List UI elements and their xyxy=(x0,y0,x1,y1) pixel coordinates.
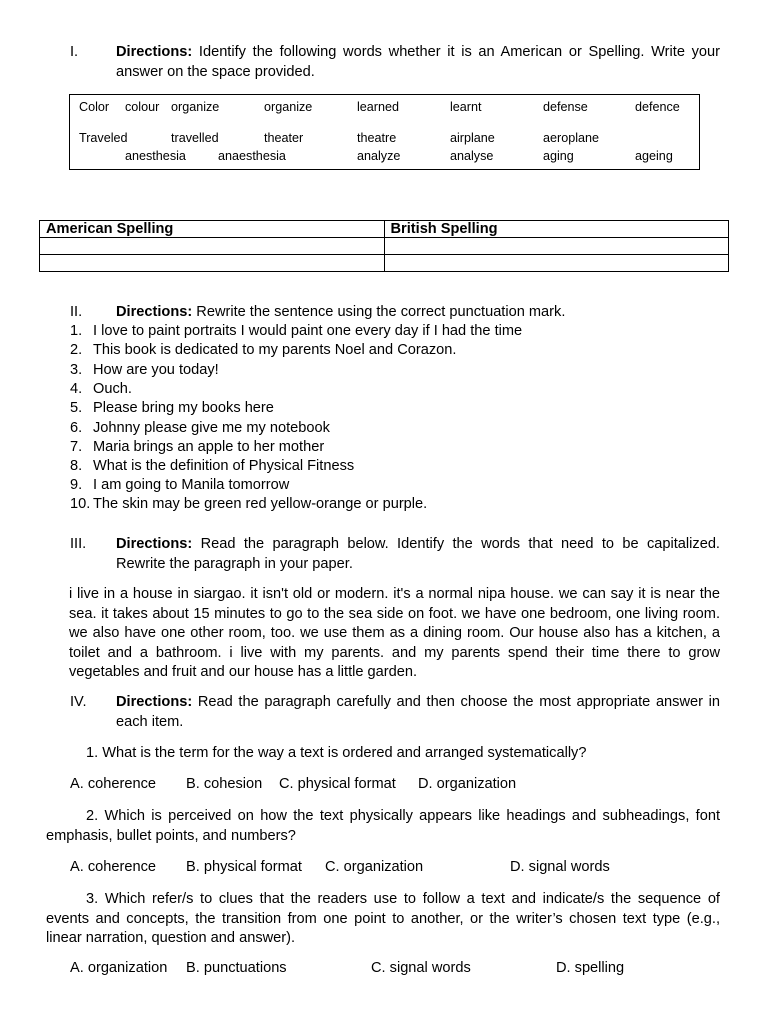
word: aging xyxy=(543,149,574,163)
question-3: 3. Which refer/s to clues that the readers use to follow a text and indicate/s the sequence of events and concepts, the transition from one point to another, or the writer’s chosen text type (e.g., linear narration, question and answer). xyxy=(46,891,720,946)
list-item: 5. Please bring my books here xyxy=(70,400,274,416)
spelling-table xyxy=(39,220,729,272)
american-spelling-header: American Spelling xyxy=(40,221,385,238)
option: D. organization xyxy=(418,776,517,792)
word: organize xyxy=(171,100,220,114)
word: anesthesia xyxy=(125,149,186,163)
word: defence xyxy=(635,100,680,114)
section-4-label: Directions: xyxy=(116,694,193,710)
option: B. punctuations xyxy=(186,960,287,976)
word: analyse xyxy=(450,149,494,163)
section-4-number: IV. xyxy=(70,694,87,710)
option: D. spelling xyxy=(556,960,625,976)
option: A. organization xyxy=(70,960,168,976)
option: A. coherence xyxy=(70,859,156,875)
word: anaesthesia xyxy=(218,149,286,163)
option: D. signal words xyxy=(510,859,610,875)
section-1-text: Identify the following words whether it is an American or Spelling. Write your answer on the space provided. xyxy=(116,44,720,80)
word: ageing xyxy=(635,149,673,163)
list-item: 6. Johnny please give me my notebook xyxy=(70,420,330,436)
section-2-number: II. xyxy=(70,304,83,320)
section-2-label: Directions: xyxy=(116,304,193,320)
word: Color xyxy=(79,100,110,114)
answer-cell-british[interactable] xyxy=(384,255,729,272)
answer-cell-british[interactable] xyxy=(384,238,729,255)
section-1-label: Directions: xyxy=(116,44,193,60)
section-1-number: I. xyxy=(70,44,79,60)
section-2-directions xyxy=(116,303,720,323)
word: airplane xyxy=(450,131,495,145)
list-item: 9. I am going to Manila tomorrow xyxy=(70,477,290,493)
answer-cell-american[interactable] xyxy=(40,238,385,255)
word: analyze xyxy=(357,149,401,163)
list-item: 10. The skin may be green red yellow-orange or purple. xyxy=(70,496,428,512)
list-item: 2. This book is dedicated to my parents Noel and Corazon. xyxy=(70,342,457,358)
word: learned xyxy=(357,100,400,114)
list-item: 8. What is the definition of Physical Fitness xyxy=(70,458,355,474)
word: defense xyxy=(543,100,588,114)
british-spelling-header: British Spelling xyxy=(384,221,729,238)
option: B. physical format xyxy=(186,859,302,875)
section-3-directions xyxy=(116,535,720,574)
option: C. physical format xyxy=(279,776,396,792)
section-3-text: Read the paragraph below. Identify the words that need to be capitalized. Rewrite the paragraph in your paper. xyxy=(116,536,720,572)
word: theater xyxy=(264,131,304,145)
word: organize xyxy=(264,100,313,114)
option: B. cohesion xyxy=(186,776,263,792)
list-item: 3. How are you today! xyxy=(70,362,219,378)
list-item: 4. Ouch. xyxy=(70,381,132,397)
word: learnt xyxy=(450,100,482,114)
section-3-number: III. xyxy=(70,536,87,552)
section-1-directions xyxy=(116,43,720,82)
word: aeroplane xyxy=(543,131,600,145)
word: theatre xyxy=(357,131,397,145)
question-1: 1. What is the term for the way a text is ordered and arranged systematically? xyxy=(86,745,587,761)
word-box xyxy=(69,94,700,170)
capitalization-paragraph: i live in a house in siargao. it isn't old or modern. it's a normal nipa house. we can say it is near the sea. it takes about 15 minutes to go to the sea side on foot. we have one bedroom, one living room. we also have one other room, too. we use them as a dining room. Our house also has a kitchen, a toilet and a bathroom. i live with my parents. and my parents spend their time there to grow vegetables and fruit and our house has a little garden. xyxy=(69,586,720,680)
word: Traveled xyxy=(79,131,128,145)
section-4-directions xyxy=(116,693,720,732)
question-2: 2. Which is perceived on how the text physically appears like headings and subheadings, font emphasis, bullet points, and numbers? xyxy=(46,808,720,844)
answer-cell-american[interactable] xyxy=(40,255,385,272)
section-4-text: Read the paragraph carefully and then choose the most appropriate answer in each item. xyxy=(116,694,720,730)
option: A. coherence xyxy=(70,776,156,792)
section-3-label: Directions: xyxy=(116,536,193,552)
section-2-text: Rewrite the sentence using the correct punctuation mark. xyxy=(192,304,566,320)
word: colour xyxy=(125,100,160,114)
list-item: 7. Maria brings an apple to her mother xyxy=(70,439,325,455)
option: C. organization xyxy=(325,859,424,875)
list-item: 1. I love to paint portraits I would paint one every day if I had the time xyxy=(70,323,523,339)
option: C. signal words xyxy=(371,960,471,976)
word: travelled xyxy=(171,131,219,145)
